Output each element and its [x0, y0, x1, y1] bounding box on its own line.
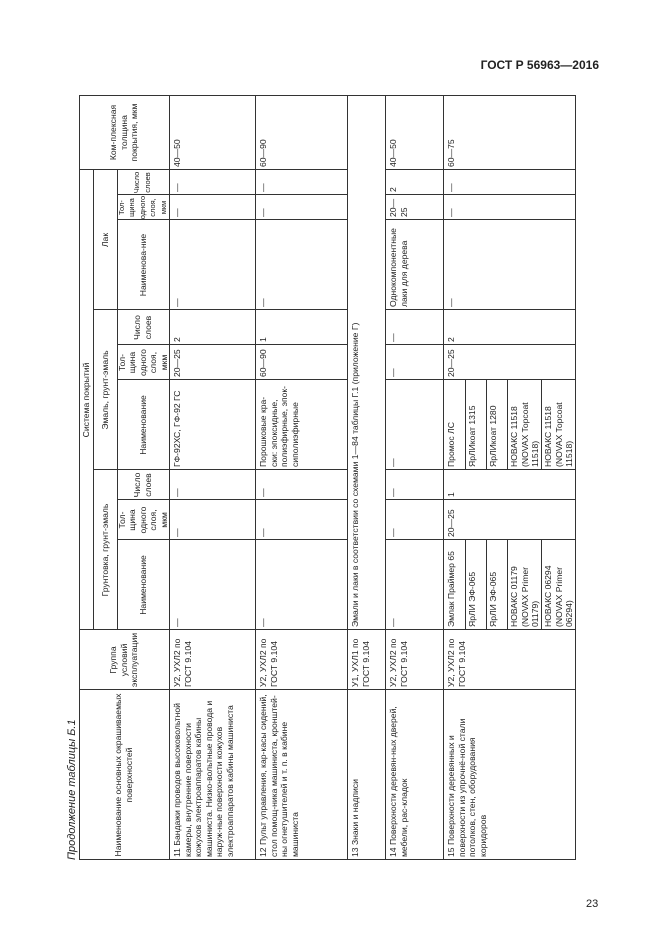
row15-enamel-layers: 2 — [446, 337, 456, 342]
row14-group: У2, УХЛ2 по ГОСТ 9.104 — [388, 638, 409, 687]
row15-complex: 60—75 — [446, 139, 456, 167]
row11-primer-thick: — — [172, 528, 182, 537]
header-enamel: Эмаль, грунт-эмаль — [99, 350, 110, 430]
row12-enamel-name: Порошковые кра-ски: эпоксидные, полиэфирные, эпок-сиполиэфирные — [258, 385, 300, 467]
row11-primer-layers: — — [172, 488, 182, 497]
header-varnish-layers: Число слоев — [132, 171, 152, 194]
header-enamel-name: Наименование — [137, 395, 148, 455]
page-number: 23 — [586, 898, 599, 910]
row15-enamel-0: Промос ЛС — [446, 422, 456, 467]
row15-primer-0: Эмлак Праймер 65 — [446, 551, 456, 627]
row12-varnish-thick: — — [258, 208, 268, 217]
row11-varnish-layers: — — [172, 183, 182, 192]
header-enamel-thickness: Тол-щина одного слоя, мкм — [117, 349, 169, 376]
row12-primer-name: — — [258, 618, 268, 627]
row15-primer-1: ЯрЛИ ЭФ-065 — [467, 571, 477, 627]
row14-varnish-name: Однокомпонентные лаки для дерева — [388, 228, 409, 307]
header-surface: Наименование основных окрашиваемых поверхностей — [113, 693, 134, 857]
row13-note: Эмали и лаки в соответствии со схемами 1—84 таблицы Г.1 (приложение Г) — [350, 322, 360, 627]
row15-primer-layers: 1 — [446, 492, 456, 497]
row15-enamel-4: НОВАКС 11518 (NOVAX Topcoat 11518) — [543, 402, 575, 467]
row12-varnish-name: — — [258, 298, 268, 307]
row13-group: У1, УХЛ1 по ГОСТ 9.104 — [350, 638, 371, 687]
header-enamel-layers: Число слоев — [132, 315, 153, 340]
row12-varnish-layers: — — [258, 183, 268, 192]
header-primer: Грунтовка, грунт-эмаль — [99, 503, 110, 597]
header-primer-name: Наименование — [137, 555, 148, 615]
row14-varnish-thick: 20—25 — [388, 198, 409, 217]
header-varnish: Лак — [99, 232, 110, 248]
row15-primer-thick: 20—25 — [446, 509, 456, 537]
row14-primer-name: — — [388, 618, 398, 627]
row15-primer-4: НОВАКС 06294 (NOVAX Primer 06294) — [543, 565, 575, 627]
continuation-title: Продолжение таблицы Б.1 — [66, 719, 78, 860]
row11-surface: 11 Бандажи проводов высоковольтной камеры, внутренние поверхности кожухов электроаппаратов кабины машиниста. Низко-вольтные провода и наруж-ные поверхности кожухов электроаппаратов кабины машиниста — [172, 700, 235, 857]
row14-enamel-thick: — — [388, 368, 398, 377]
row12-primer-layers: — — [258, 488, 268, 497]
row15-enamel-thick: 20—25 — [446, 349, 456, 377]
header-varnish-name: Наименова-ние — [137, 233, 148, 297]
row12-surface: 12 Пульт управления, кар-касы сидений, стол помощ-ника машиниста, кронштей-ны огнетушителей и т. п. в кабине машиниста — [258, 694, 300, 857]
row12-complex: 60—90 — [258, 139, 268, 167]
row11-varnish-thick: — — [172, 208, 182, 217]
row14-surface: 14 Поверхности деревян-ных дверей, мебели, рас-кладок — [388, 706, 409, 857]
row14-primer-layers: — — [388, 488, 398, 497]
row15-surface: 15 Поверхности деревянных и поверхности из упрочнё-ной стали потолков, стен, оборудования коридоров — [446, 718, 488, 857]
row14-varnish-layers: 2 — [388, 187, 398, 192]
row11-group: У2, УХЛ2 по ГОСТ 9.104 — [172, 638, 193, 687]
row12-enamel-layers: 1 — [258, 337, 268, 342]
row15-group: У2, УХЛ2 по ГОСТ 9.104 — [446, 638, 467, 687]
standard-code: ГОСТ Р 56963—2016 — [480, 58, 599, 72]
row11-varnish-name: — — [172, 298, 182, 307]
header-primer-layers: Число слоев — [132, 472, 153, 498]
row15-enamel-2: ЯрЛИкоат 1280 — [488, 405, 498, 467]
header-system: Система покрытий — [80, 362, 91, 438]
row14-complex: 40—50 — [388, 139, 398, 167]
row14-primer-thick: — — [388, 528, 398, 537]
row13-surface: 13 Знаки и надписи — [350, 779, 360, 857]
row15-enamel-3: НОВАКС 11518 (NOVAX Topcoat 11518) — [509, 402, 541, 467]
header-varnish-thickness: Тол-щина одного слоя, мкм — [117, 195, 168, 220]
row11-primer-name: — — [172, 618, 182, 627]
header-complex: Ком-плексная толщина покрытия, мкм — [108, 103, 140, 162]
row12-enamel-thick: 60—90 — [258, 349, 268, 377]
row14-enamel-layers: — — [388, 333, 398, 342]
row14-enamel-name: — — [388, 458, 398, 467]
row15-varnish-layers: — — [446, 183, 456, 192]
rotated-table — [79, 95, 576, 860]
row15-primer-3: НОВАКС 01179 (NOVAX Primer 01179) — [509, 566, 541, 627]
row15-primer-2: ЯрЛИ ЭФ-065 — [488, 571, 498, 627]
header-group: Группа условий эксплуатации — [108, 632, 140, 688]
row12-group: У2, УХЛ2 по ГОСТ 9.104 — [258, 638, 279, 687]
row11-complex: 40—50 — [172, 139, 182, 167]
row15-varnish-name: — — [446, 298, 456, 307]
row15-varnish-thick: — — [446, 208, 456, 217]
header-primer-thickness: Тол-щина одного слоя, мкм — [117, 506, 169, 534]
row11-enamel-layers: 2 — [172, 337, 182, 342]
row11-enamel-name: ГФ-92ХС, ГФ-92 ГС — [172, 390, 182, 467]
row15-enamel-1: ЯрЛИкоат 1315 — [467, 405, 477, 467]
row11-enamel-thick: 20—25 — [172, 349, 182, 377]
row12-primer-thick: — — [258, 528, 268, 537]
